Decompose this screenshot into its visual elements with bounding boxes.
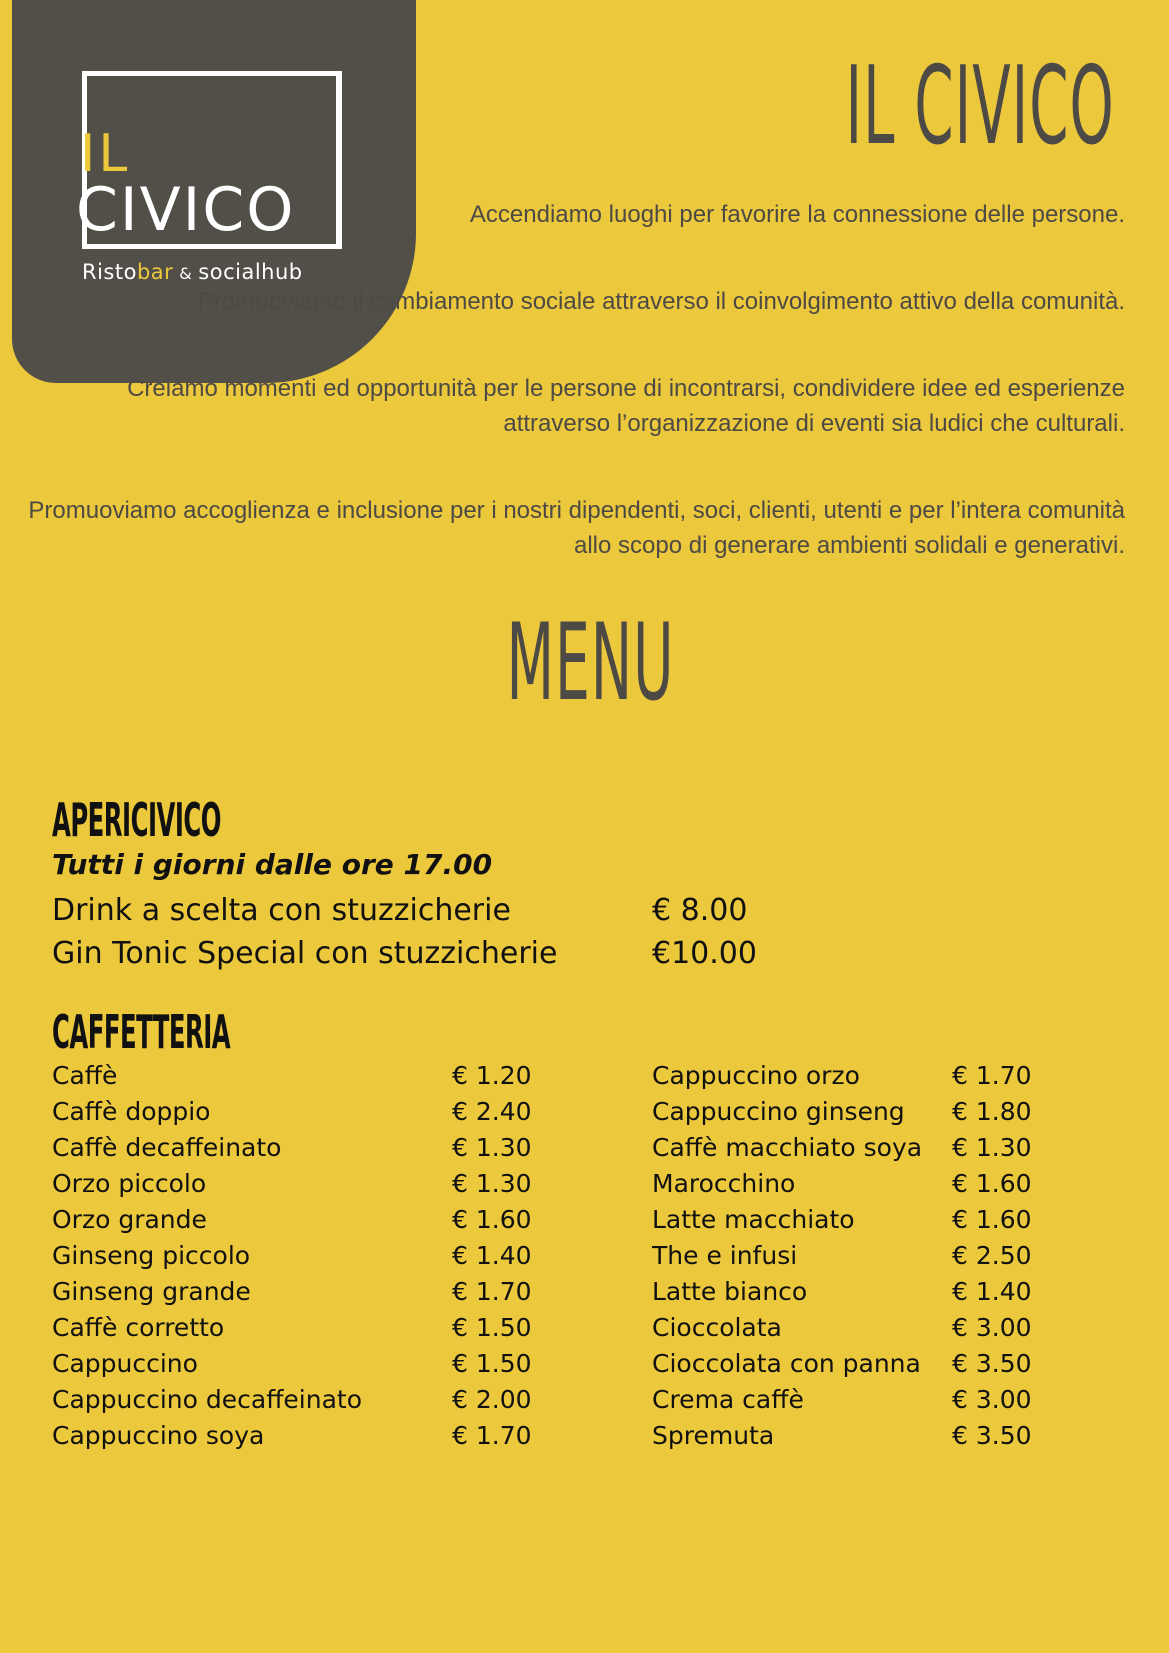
item-price: € 3.00: [952, 1313, 1032, 1342]
item-price: € 1.50: [452, 1349, 532, 1378]
menu-item: [52, 1274, 552, 1310]
intro-paragraph: Creiamo momenti ed opportunità per le persone di incontrarsi, condividere idee ed esperienze attraverso l’organizzazione di eventi sia ludici che culturali.: [127, 375, 1125, 437]
item-name: Caffè: [52, 1061, 118, 1090]
menu-item: [52, 1346, 552, 1382]
item-name: Cappuccino: [52, 1349, 198, 1378]
item-name: Latte macchiato: [652, 1205, 855, 1234]
menu-item: [652, 1274, 1052, 1310]
item-name: Latte bianco: [652, 1277, 808, 1306]
item-name: Cappuccino orzo: [652, 1061, 860, 1090]
logo-il-text: IL: [80, 124, 131, 184]
logo-tag-socialhub: socialhub: [198, 260, 303, 284]
menu-item: [52, 1382, 552, 1418]
menu-item: [652, 1310, 1052, 1346]
menu-item: [52, 890, 1052, 932]
item-price: € 1.60: [952, 1169, 1032, 1198]
menu-item: [652, 1382, 1052, 1418]
item-name: Crema caffè: [652, 1385, 804, 1414]
item-price: € 2.00: [452, 1385, 532, 1414]
menu-item: [52, 1130, 552, 1166]
item-name: Caffè corretto: [52, 1313, 225, 1342]
item-price: €10.00: [652, 936, 757, 971]
item-price: € 1.30: [452, 1169, 532, 1198]
item-price: € 3.00: [952, 1385, 1032, 1414]
item-name: Marocchino: [652, 1169, 796, 1198]
item-name: Spremuta: [652, 1421, 775, 1450]
menu-item: [52, 1418, 552, 1454]
menu-item: [52, 1094, 552, 1130]
item-price: € 8.00: [652, 893, 748, 928]
caffetteria-right-column: [652, 1058, 1052, 1454]
item-name: Caffè decaffeinato: [52, 1133, 282, 1162]
menu-item: [652, 1418, 1052, 1454]
item-price: € 3.50: [952, 1349, 1032, 1378]
section-title-caffetteria: CAFFETTERIA: [52, 1005, 231, 1059]
menu-item: [652, 1202, 1052, 1238]
item-price: € 3.50: [952, 1421, 1032, 1450]
item-price: € 2.50: [952, 1241, 1032, 1270]
item-name: Cappuccino soya: [52, 1421, 265, 1450]
page-title: IL CIVICO: [845, 44, 1115, 169]
item-name: Cioccolata con panna: [652, 1349, 921, 1378]
item-name: The e infusi: [652, 1241, 798, 1270]
item-price: € 1.40: [952, 1277, 1032, 1306]
logo-tagline: [82, 259, 303, 287]
menu-item: [652, 1166, 1052, 1202]
menu-item: [52, 1202, 552, 1238]
intro-paragraph: Promuoviamo il cambiamento sociale attraverso il coinvolgimento attivo della comunità.: [197, 288, 1125, 315]
apericivico-subtitle: Tutti i giorni dalle ore 17.00: [52, 848, 493, 881]
item-name: Caffè macchiato soya: [652, 1133, 923, 1162]
item-name: Drink a scelta con stuzzicherie: [52, 893, 511, 928]
menu-title: MENU: [506, 601, 675, 724]
logo-tag-risto: Risto: [82, 260, 137, 284]
menu-item: [652, 1346, 1052, 1382]
item-price: € 1.80: [952, 1097, 1032, 1126]
item-name: Gin Tonic Special con stuzzicherie: [52, 936, 558, 971]
logo-civico-text: CIVICO: [76, 175, 296, 245]
section-title-apericivico: APERICIVICO: [52, 793, 221, 847]
item-name: Ginseng piccolo: [52, 1241, 251, 1270]
menu-item: [652, 1058, 1052, 1094]
menu-item: [652, 1238, 1052, 1274]
item-price: € 1.30: [952, 1133, 1032, 1162]
intro-paragraph: Promuoviamo accoglienza e inclusione per i nostri dipendenti, soci, clienti, utenti e per l’intera comunità allo scopo di generare ambienti solidali e generativi.: [28, 497, 1125, 559]
item-price: € 1.70: [952, 1061, 1032, 1090]
item-name: Cioccolata: [652, 1313, 782, 1342]
item-name: Orzo grande: [52, 1205, 207, 1234]
item-name: Orzo piccolo: [52, 1169, 207, 1198]
item-price: € 1.50: [452, 1313, 532, 1342]
menu-item: [52, 1310, 552, 1346]
logo-tag-bar: bar: [136, 260, 174, 284]
menu-item: [52, 1058, 552, 1094]
item-name: Cappuccino decaffeinato: [52, 1385, 363, 1414]
menu-item: [52, 1238, 552, 1274]
menu-item: [652, 1130, 1052, 1166]
menu-item: [52, 1166, 552, 1202]
intro-paragraph: Accendiamo luoghi per favorire la connessione delle persone.: [469, 201, 1125, 228]
item-price: € 1.30: [452, 1133, 532, 1162]
item-price: € 1.70: [452, 1421, 532, 1450]
caffetteria-left-column: [52, 1058, 552, 1454]
menu-item: [52, 933, 1052, 975]
item-price: € 1.40: [452, 1241, 532, 1270]
item-price: € 1.20: [452, 1061, 532, 1090]
item-price: € 1.60: [952, 1205, 1032, 1234]
menu-item: [652, 1094, 1052, 1130]
item-price: € 1.60: [452, 1205, 532, 1234]
item-price: € 1.70: [452, 1277, 532, 1306]
item-name: Ginseng grande: [52, 1277, 251, 1306]
item-price: € 2.40: [452, 1097, 532, 1126]
logo-tag-amp: &: [179, 264, 193, 283]
item-name: Caffè doppio: [52, 1097, 211, 1126]
item-name: Cappuccino ginseng: [652, 1097, 905, 1126]
